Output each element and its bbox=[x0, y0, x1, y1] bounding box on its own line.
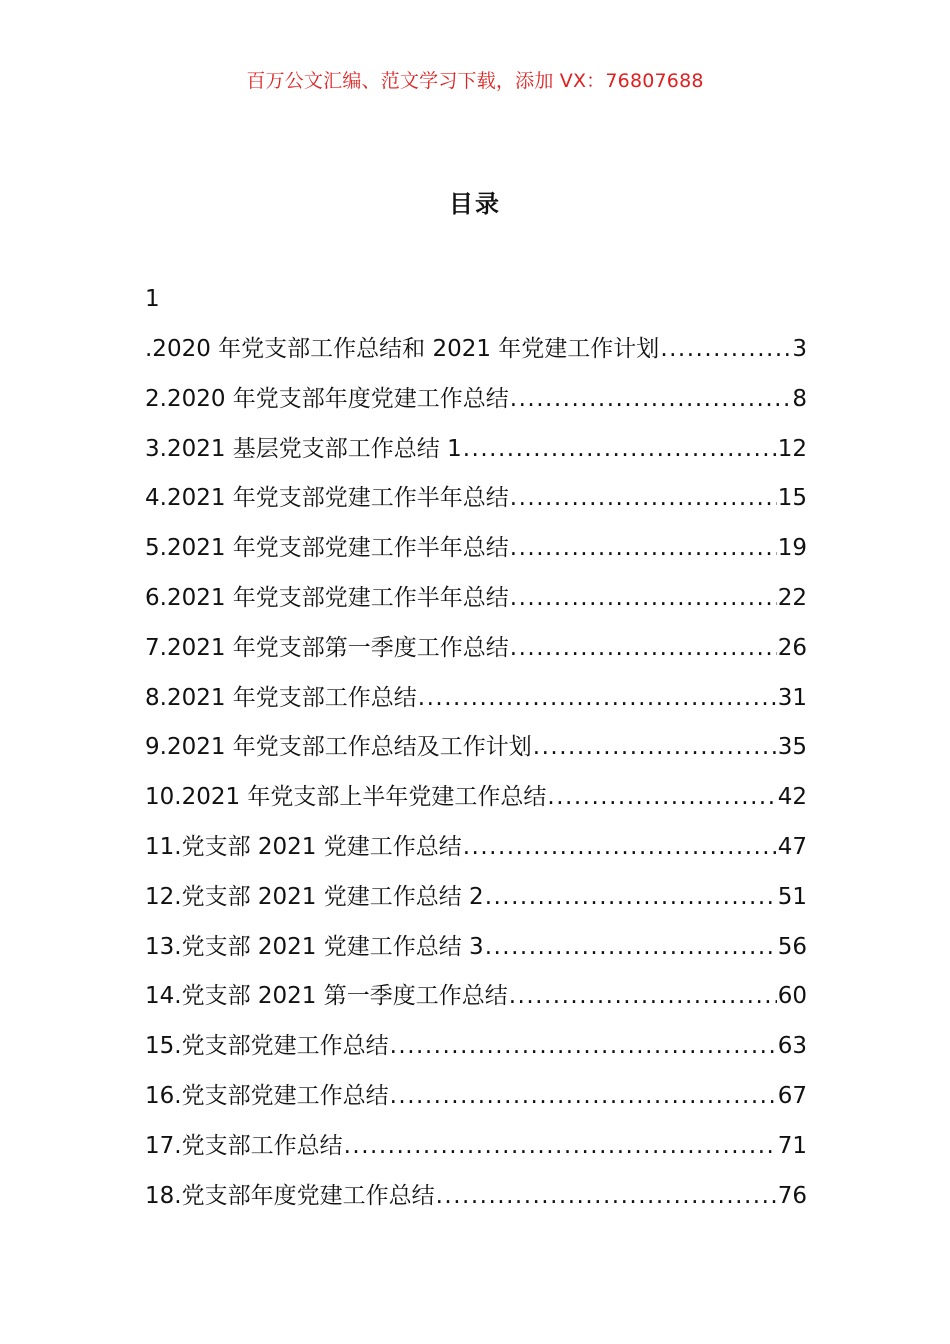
toc-entry[interactable] bbox=[145, 1179, 807, 1229]
toc-dot-leader bbox=[418, 681, 777, 715]
toc-lead-number: 1 bbox=[145, 286, 160, 312]
toc-entry-title: 7.2021 年党支部第一季度工作总结 bbox=[145, 634, 509, 661]
header-notice: 百万公文汇编、范文学习下载，添加 VX：76807688 bbox=[246, 70, 704, 92]
toc-dot-leader bbox=[510, 581, 777, 615]
toc-entry-page: 31 bbox=[777, 684, 807, 711]
toc-entry[interactable] bbox=[145, 830, 807, 880]
toc-entry-title: 11.党支部 2021 党建工作总结 bbox=[145, 833, 462, 860]
toc-entry-page: 19 bbox=[777, 535, 807, 562]
toc-title: 目录 bbox=[449, 190, 501, 218]
toc-entry-title: 5.2021 年党支部党建工作半年总结 bbox=[145, 535, 509, 562]
toc-entry-title: 9.2021 年党支部工作总结及工作计划 bbox=[145, 734, 532, 761]
toc-dot-leader bbox=[510, 481, 777, 515]
toc-entry-title: 17.党支部工作总结 bbox=[145, 1132, 343, 1159]
toc-entry-title: 2.2020 年党支部年度党建工作总结 bbox=[145, 385, 509, 412]
toc-entry-page: 60 bbox=[777, 983, 807, 1010]
toc-entry-title: 3.2021 基层党支部工作总结 1 bbox=[145, 435, 462, 462]
toc-entry-page: 76 bbox=[777, 1182, 807, 1209]
table-of-contents bbox=[145, 282, 807, 1228]
toc-entry[interactable] bbox=[145, 1029, 807, 1079]
toc-entry[interactable] bbox=[145, 780, 807, 830]
toc-dot-leader bbox=[463, 830, 777, 864]
toc-entry[interactable] bbox=[145, 531, 807, 581]
toc-entry[interactable] bbox=[145, 432, 807, 482]
toc-entry[interactable] bbox=[145, 1079, 807, 1129]
toc-entry-page: 15 bbox=[777, 485, 807, 512]
toc-entry-title: .2020 年党支部工作总结和 2021 年党建工作计划 bbox=[145, 336, 660, 362]
toc-entry-page: 63 bbox=[777, 1033, 807, 1060]
toc-entry[interactable] bbox=[145, 631, 807, 681]
toc-dot-leader bbox=[510, 631, 777, 665]
toc-entry[interactable] bbox=[145, 581, 807, 631]
toc-entry-title: 14.党支部 2021 第一季度工作总结 bbox=[145, 983, 508, 1010]
toc-entry[interactable] bbox=[145, 1129, 807, 1179]
toc-entry-page: 51 bbox=[777, 883, 807, 910]
toc-entry[interactable] bbox=[145, 481, 807, 531]
toc-dot-leader bbox=[510, 531, 777, 565]
toc-entry-page: 47 bbox=[777, 833, 807, 860]
toc-entry-title: 10.2021 年党支部上半年党建工作总结 bbox=[145, 784, 547, 811]
toc-entry-page: 42 bbox=[777, 784, 807, 811]
toc-entry[interactable] bbox=[145, 979, 807, 1029]
toc-dot-leader bbox=[547, 780, 776, 814]
toc-dot-leader bbox=[660, 332, 791, 366]
toc-entry[interactable] bbox=[145, 332, 807, 382]
toc-dot-leader bbox=[390, 1029, 777, 1063]
toc-entry-page: 67 bbox=[777, 1082, 807, 1109]
toc-dot-leader bbox=[485, 930, 777, 964]
toc-entry-page: 22 bbox=[777, 584, 807, 611]
toc-entry-page: 56 bbox=[777, 933, 807, 960]
toc-entry-page: 71 bbox=[777, 1132, 807, 1159]
toc-entry-page: 35 bbox=[777, 734, 807, 761]
toc-dot-leader bbox=[510, 382, 792, 416]
toc-entry[interactable] bbox=[145, 730, 807, 780]
toc-entry-title: 16.党支部党建工作总结 bbox=[145, 1082, 389, 1109]
toc-entry-page: 8 bbox=[792, 385, 807, 412]
toc-entry-title: 6.2021 年党支部党建工作半年总结 bbox=[145, 584, 509, 611]
toc-entry-title: 4.2021 年党支部党建工作半年总结 bbox=[145, 485, 509, 512]
toc-entry-title: 18.党支部年度党建工作总结 bbox=[145, 1182, 435, 1209]
toc-dot-leader bbox=[463, 432, 777, 466]
toc-entry-page: 12 bbox=[777, 435, 807, 462]
toc-entries bbox=[145, 332, 807, 1228]
toc-entry[interactable] bbox=[145, 880, 807, 930]
toc-dot-leader bbox=[436, 1179, 777, 1213]
toc-dot-leader bbox=[509, 979, 777, 1013]
toc-entry[interactable] bbox=[145, 382, 807, 432]
toc-dot-leader bbox=[390, 1079, 777, 1113]
toc-dot-leader bbox=[344, 1129, 777, 1163]
toc-entry-title: 8.2021 年党支部工作总结 bbox=[145, 684, 417, 711]
toc-entry-page: 26 bbox=[777, 634, 807, 661]
toc-entry-title: 15.党支部党建工作总结 bbox=[145, 1033, 389, 1060]
toc-entry-title: 12.党支部 2021 党建工作总结 2 bbox=[145, 883, 484, 910]
toc-dot-leader bbox=[485, 880, 777, 914]
toc-entry[interactable] bbox=[145, 930, 807, 980]
toc-entry-title: 13.党支部 2021 党建工作总结 3 bbox=[145, 933, 484, 960]
toc-entry[interactable] bbox=[145, 681, 807, 731]
toc-entry-page: 3 bbox=[792, 336, 807, 362]
toc-dot-leader bbox=[533, 730, 777, 764]
